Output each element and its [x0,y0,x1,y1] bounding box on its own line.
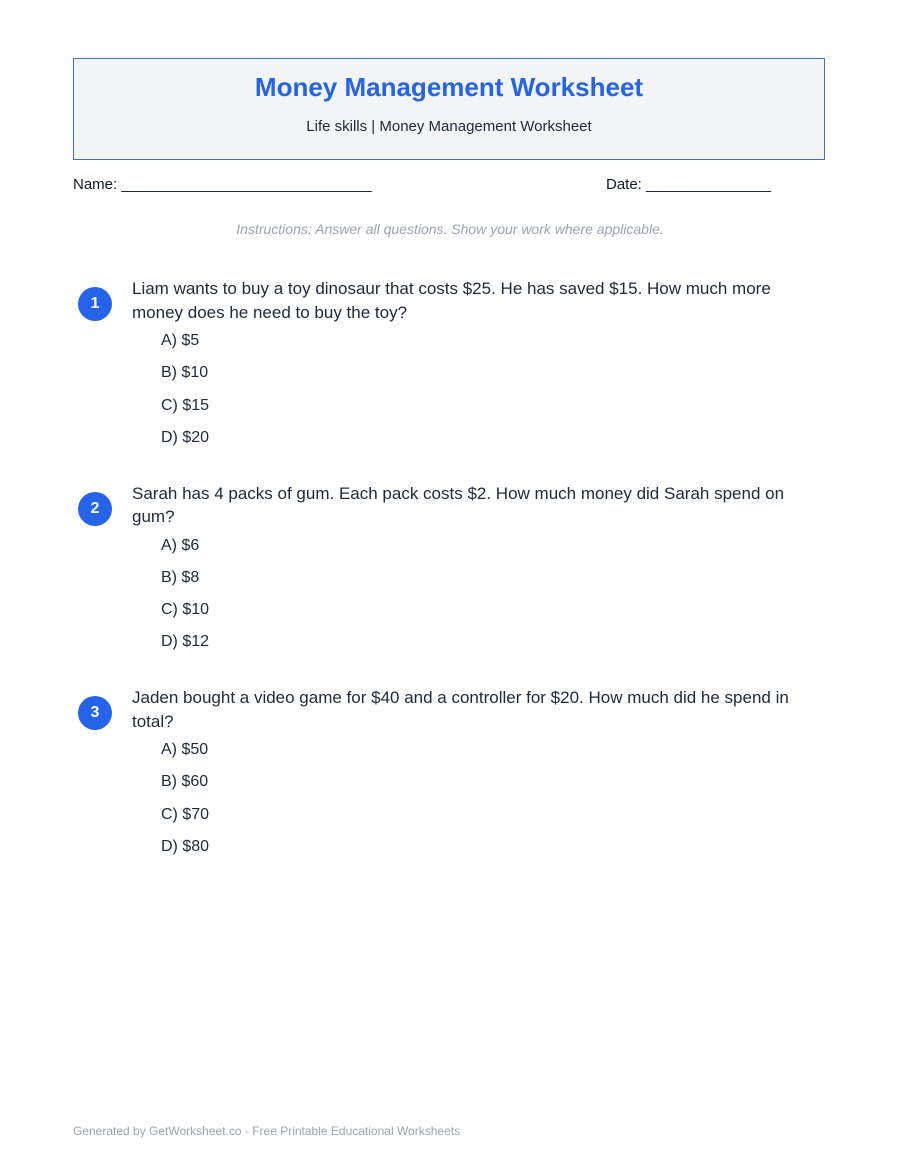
worksheet-title: Money Management Worksheet [254,72,644,102]
question-list [73,277,825,891]
answer-option[interactable]: A) $50 [161,741,209,758]
date-field[interactable]: Date: _______________ [606,176,772,193]
worksheet-subtitle: Life skills | Money Management Worksheet [306,118,592,135]
answer-option[interactable]: B) $10 [161,364,209,382]
name-field[interactable]: Name: ______________________________ [73,176,372,193]
worksheet-header [73,58,825,160]
answer-option[interactable]: A) $6 [161,536,200,554]
answer-options [161,331,209,460]
question-number-badge: 3 [78,696,112,730]
answer-option[interactable]: C) $10 [161,601,210,619]
answer-options [161,740,209,869]
question-text: Liam wants to buy a toy dinosaur that costs $25. He has saved $15. How much more money does he need to buy the toy? [132,279,771,322]
answer-option[interactable]: C) $70 [161,805,210,823]
answer-option[interactable]: C) $15 [161,396,210,414]
footer-credit: Generated by GetWorksheet.co - Free Printable Educational Worksheets [73,1124,461,1138]
instructions-text: Instructions: Answer all questions. Show your work where applicable. [236,221,664,237]
answer-option[interactable]: A) $5 [161,332,200,349]
answer-option[interactable]: D) $12 [161,633,210,651]
answer-options [161,536,209,665]
question-3 [73,686,825,891]
answer-option[interactable]: B) $60 [161,773,209,791]
question-number-badge: 1 [78,287,112,321]
student-info-row [73,176,825,198]
answer-option[interactable]: D) $80 [161,837,210,855]
question-number-badge: 2 [78,492,112,526]
question-text: Jaden bought a video game for $40 and a controller for $20. How much did he spend in total? [132,688,789,731]
answer-option[interactable]: B) $8 [161,568,200,586]
answer-option[interactable]: D) $20 [161,428,210,446]
question-text: Sarah has 4 packs of gum. Each pack costs $2. How much money did Sarah spend on gum? [132,483,785,526]
question-1 [73,277,825,482]
question-2 [73,482,825,687]
